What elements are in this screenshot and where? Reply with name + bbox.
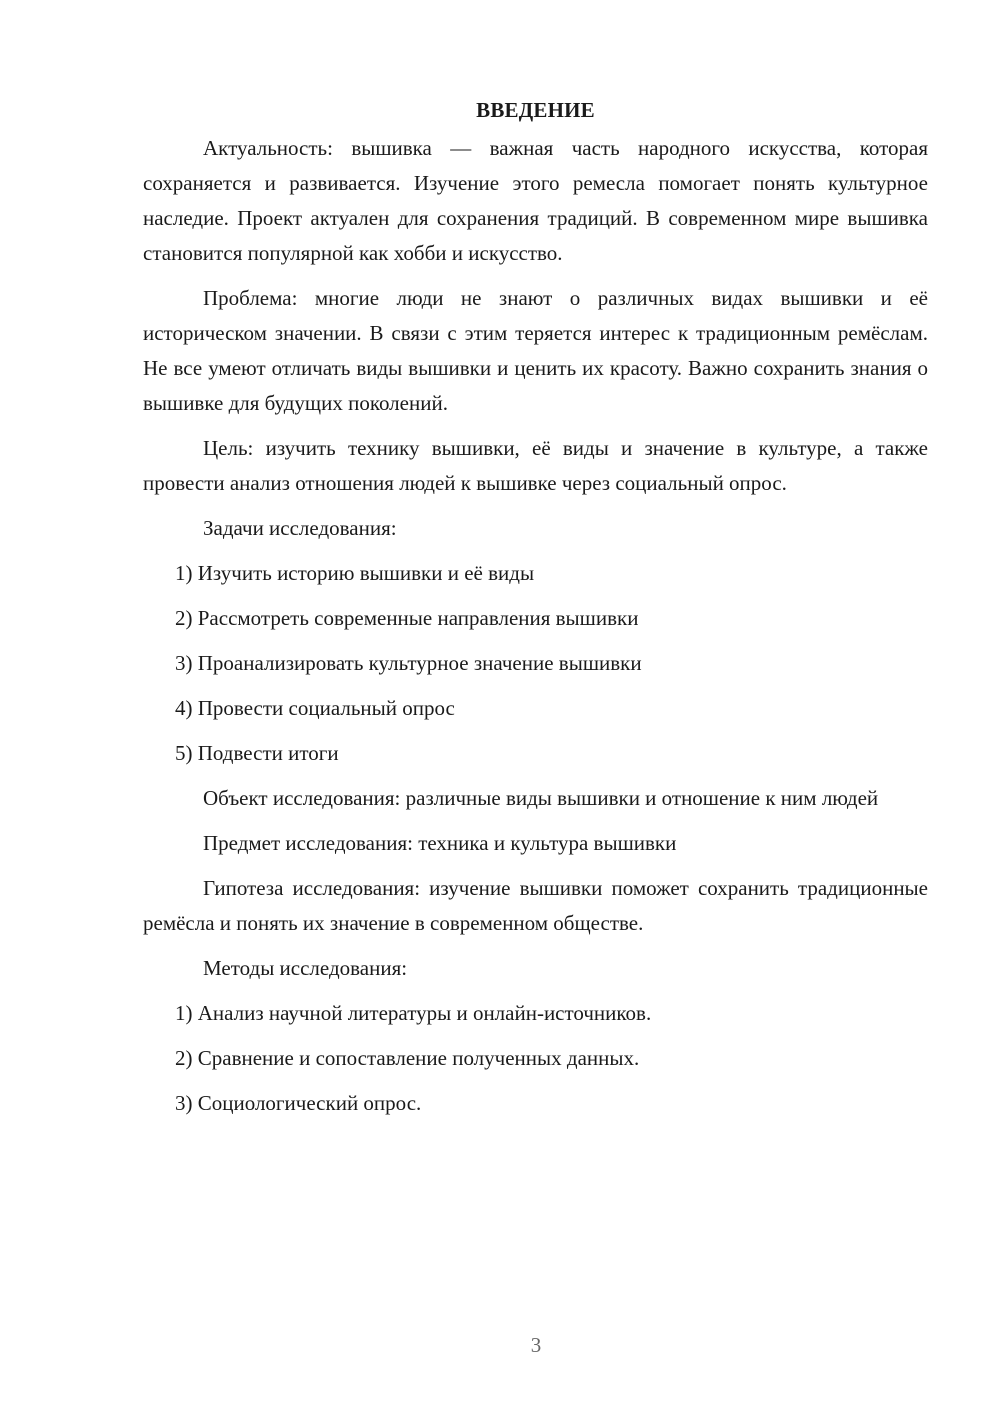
goal-paragraph: Цель: изучить технику вышивки, её виды и значение в культуре, а также провести анализ отношения людей к вышивке через социальный опрос. — [143, 436, 928, 495]
task-item: 4) Провести социальный опрос — [175, 696, 455, 720]
tasks-heading: Задачи исследования: — [203, 516, 397, 540]
method-item: 2) Сравнение и сопоставление полученных данных. — [175, 1046, 640, 1070]
tasks-list — [143, 556, 928, 771]
document-page — [143, 93, 928, 1131]
subject-paragraph: Предмет исследования: техника и культура вышивки — [203, 831, 677, 855]
method-item: 3) Социологический опрос. — [175, 1091, 422, 1115]
hypothesis-paragraph: Гипотеза исследования: изучение вышивки поможет сохранить традиционные ремёсла и понять их значение в современном обществе. — [143, 876, 928, 935]
task-item: 2) Рассмотреть современные направления вышивки — [175, 606, 639, 630]
object-paragraph: Объект исследования: различные виды вышивки и отношение к ним людей — [203, 786, 879, 810]
task-item: 3) Проанализировать культурное значение вышивки — [175, 651, 642, 675]
section-title: ВВЕДЕНИЕ — [476, 98, 595, 122]
methods-list — [143, 996, 928, 1121]
task-item: 1) Изучить историю вышивки и её виды — [175, 561, 535, 585]
method-item: 1) Анализ научной литературы и онлайн-источников. — [175, 1001, 652, 1025]
problem-paragraph: Проблема: многие люди не знают о различных видах вышивки и её историческом значении. В связи с этим теряется интерес к традиционным ремёслам. Не все умеют отличать виды вышивки и ценить их красоту. Важно сохранить знания о вышивке для будущих поколений. — [143, 286, 928, 415]
page-number: 3 — [530, 1333, 542, 1357]
methods-heading: Методы исследования: — [203, 956, 408, 980]
relevance-paragraph: Актуальность: вышивка — важная часть народного искусства, которая сохраняется и развивается. Изучение этого ремесла помогает понять культурное наследие. Проект актуален для сохранения традиций. В современном мире вышивка становится популярной как хобби и искусство. — [143, 136, 928, 265]
task-item: 5) Подвести итоги — [175, 741, 339, 765]
